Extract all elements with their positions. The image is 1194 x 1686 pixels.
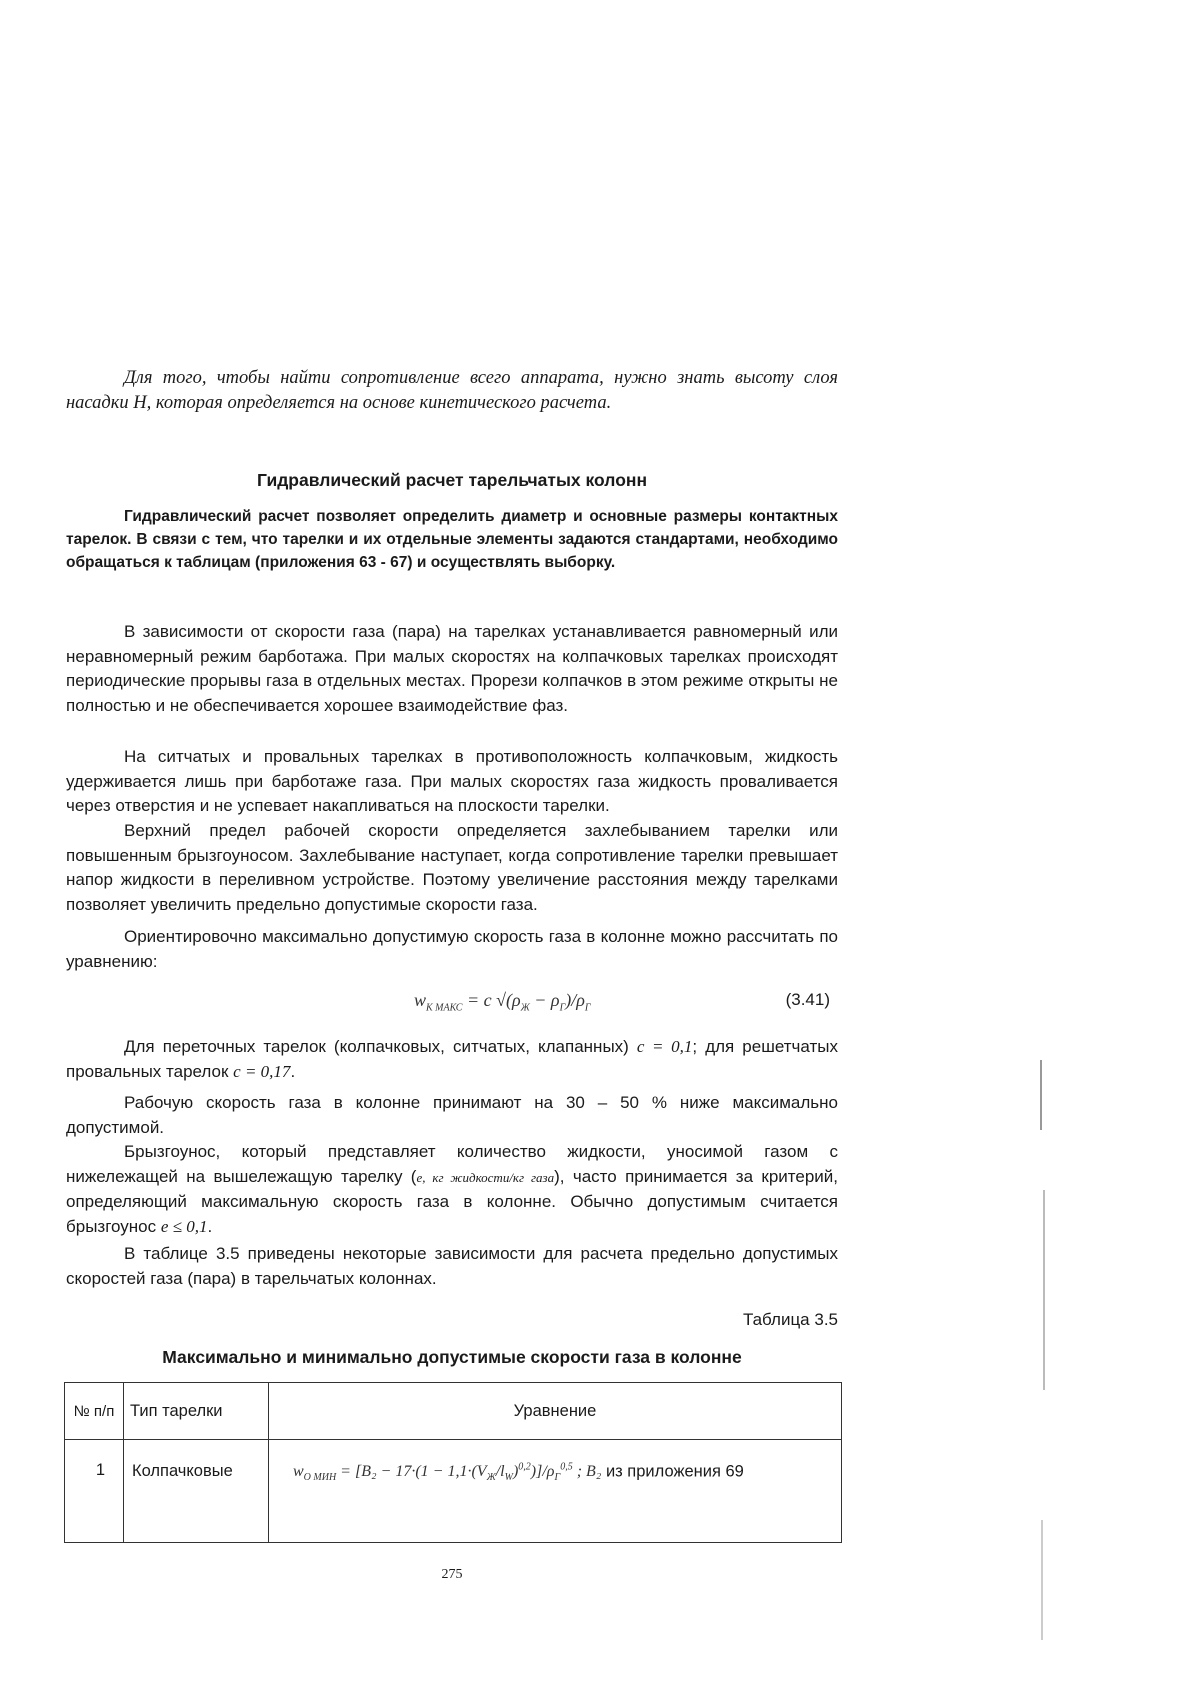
header-equation: Уравнение xyxy=(269,1383,842,1440)
intro-paragraph: Для того, чтобы найти сопротивление всего аппарата, нужно знать высоту слоя насадки H, которая определяется на основе кинетического расчета. xyxy=(66,368,838,413)
section-heading: Гидравлический расчет тарельчатых колонн xyxy=(256,470,648,490)
scan-artifact xyxy=(1040,1060,1042,1130)
scan-artifact xyxy=(1041,1520,1043,1640)
paragraph-3: Верхний предел рабочей скорости определяется захлебыванием тарелки или повышенным брызгоуносом. Захлебывание наступает, когда сопротивление тарелки превышает напор жидкости в переливном устройстве. Поэтому увеличение расстояния между тарелками позволяет увеличить предельно допустимые скорости газа. xyxy=(66,821,838,914)
equation-number: (3.41) xyxy=(785,990,830,1009)
bold-paragraph: Гидравлический расчет позволяет определить диаметр и основные размеры контактных тарелок. В связи с тем, что тарелки и их отдельные элементы задаются стандартами, необходимо обращаться к таблицам (приложения 63 - 67) и осуществлять выборку. xyxy=(66,508,838,571)
math-c-value-2: c = 0,17 xyxy=(233,1061,291,1081)
paragraph-8: В таблице 3.5 приведены некоторые зависимости для расчета предельно допустимых скоростей газа (пара) в тарельчатых колоннах. xyxy=(66,1244,838,1288)
paragraph-6: Рабочую скорость газа в колонне принимают на 30 – 50 % ниже максимально допустимой. xyxy=(66,1093,838,1137)
page-number: 275 xyxy=(441,1567,463,1582)
row-equation: $w_{О МИН} = [B_2 - 17\cdot(1 - 1,1\cdot(V_Ж/l_W)^{0,2})]/\rho_Г^{0,5}$ ; B₂ из приложения 69 xyxy=(269,1440,842,1543)
math-entrainment-units: e, кг жидкости/кг газа xyxy=(416,1169,555,1185)
table-header-row xyxy=(65,1383,842,1440)
row-type: Колпачковые xyxy=(124,1440,269,1543)
table-row xyxy=(65,1440,842,1543)
math-entrainment-limit: e ≤ 0,1 xyxy=(160,1216,208,1236)
paragraph-7: Брызгоунос, который представляет количество жидкости, уносимой газом с нижележащей на вышележащую тарелку (e, кг жидкости/кг газа), часто принимается за критерий, определяющий максимальную скорость газа в колонне. Обычно допустимым считается брызгоунос e ≤ 0,1. xyxy=(66,1142,839,1236)
header-type: Тип тарелки xyxy=(124,1383,269,1440)
paragraph-2: На ситчатых и провальных тарелках в противоположность колпачковым, жидкость удерживается лишь при барботаже газа. При малых скоростях газа жидкость проваливается через отверстия и не успевает накапливаться на плоскости тарелки. xyxy=(66,747,838,815)
table-caption: Таблица 3.5 xyxy=(742,1310,838,1329)
min-velocity-formula: $w_{О МИН} = [B_2 - 17\cdot(1 - 1,1\cdot(V_Ж/l_W)^{0,2})]/\rho_Г^{0,5}$ ; B₂ xyxy=(293,1462,602,1484)
paragraph-4: Ориентировочно максимально допустимую скорость газа в колонне можно рассчитать по уравнению: xyxy=(66,927,838,971)
formula-3-41 xyxy=(66,988,838,1020)
row-num: 1 xyxy=(65,1440,124,1543)
scan-artifact xyxy=(1043,1190,1045,1390)
formula-expression: $w_{К МАКС} = c$ $√(\rho_Ж - \rho_Г)/\rho_Г$ xyxy=(414,990,591,1014)
math-c-value-1: c = 0,1 xyxy=(636,1037,693,1056)
paragraph-1: В зависимости от скорости газа (пара) на тарелках устанавливается равномерный или неравномерный режим барботажа. При малых скоростях на колпачковых тарелках происходят периодические прорывы газа в отдельных местах. Прорези колпачков в этом режиме открыты не полностью и не обеспечивается хорошее взаимодействие фаз. xyxy=(66,622,838,715)
header-num: № п/п xyxy=(65,1383,124,1440)
table-title: Максимально и минимально допустимые скорости газа в колонне xyxy=(162,1347,742,1367)
velocity-table xyxy=(64,1382,842,1543)
paragraph-5: Для переточных тарелок (колпачковых, ситчатых, клапанных) c = 0,1; для решетчатых провальных тарелок c = 0,17. xyxy=(66,1037,838,1081)
